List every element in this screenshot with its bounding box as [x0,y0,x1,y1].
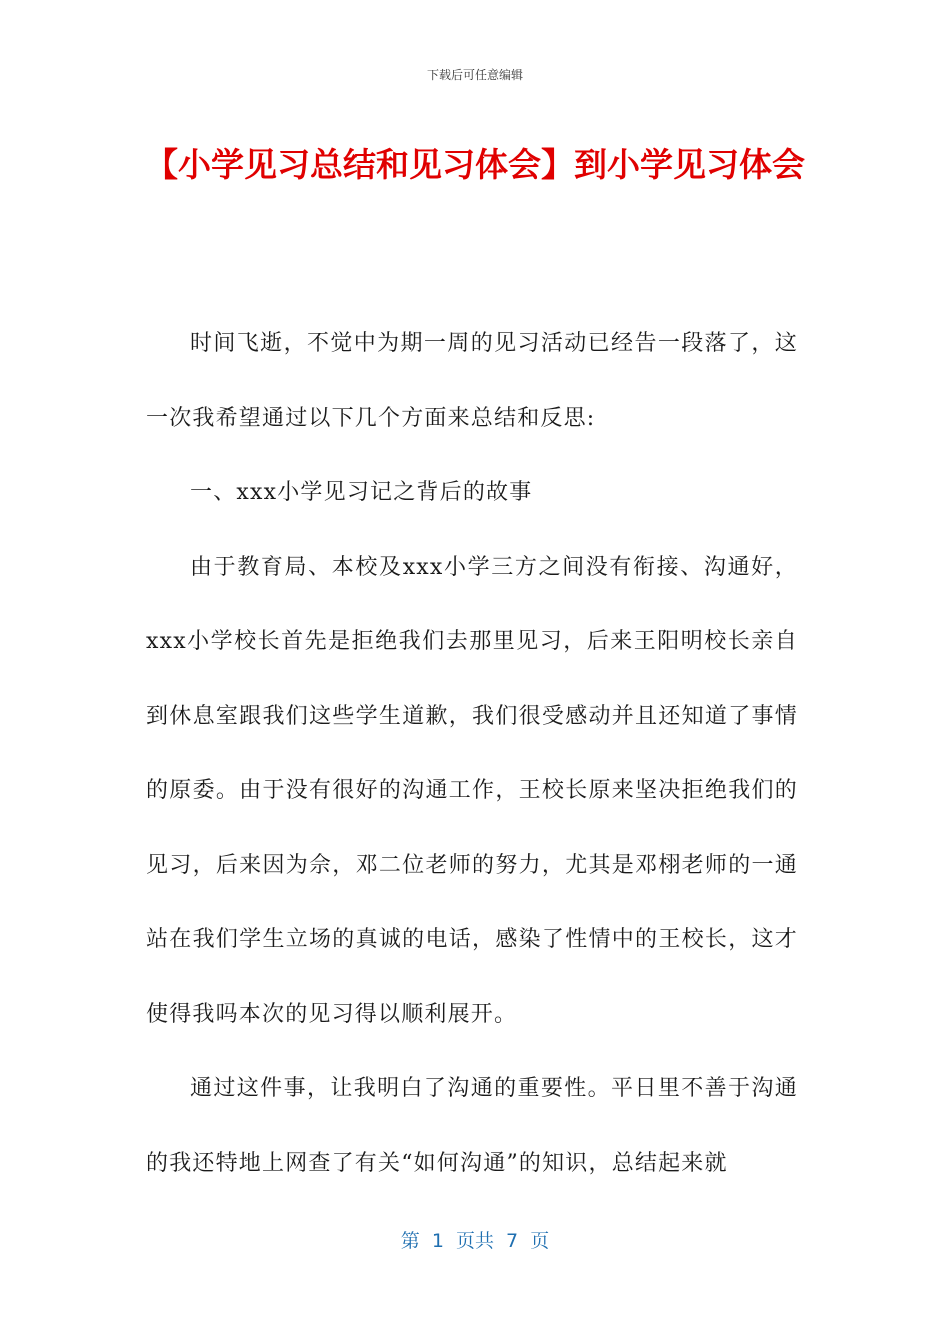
footer-label-page: 第 [400,1230,420,1252]
footer-current-page: 1 [431,1230,444,1252]
footer-total-pages: 7 [506,1230,519,1252]
paragraph-story: 由于教育局、本校及xxx小学三方之间没有衔接、沟通好，xxx小学校长首先是拒绝我们去那里见习，后来王阳明校长亲自到休息室跟我们这些学生道歉，我们很受感动并且还知道了事情的原委。由于没有很好的沟通工作，王校长原来坚决拒绝我们的见习，后来因为佘，邓二位老师的努力，尤其是邓栩老师的一通站在我们学生立场的真诚的电话，感染了性情中的王校长，这才使得我吗本次的见习得以顺利展开。 [146,554,798,1027]
paragraph-reflection: 通过这件事，让我明白了沟通的重要性。平日里不善于沟通的我还特地上网查了有关“如何沟通”的知识，总结起来就 [146,1076,798,1176]
document-body [146,307,798,1201]
page-header-note: 下载后可任意编辑 [426,68,523,82]
footer-label-end: 页 [530,1230,550,1252]
paragraph-section-heading: 一、xxx小学见习记之背后的故事 [190,480,533,505]
paragraph-intro: 时间飞逝，不觉中为期一周的见习活动已经告一段落了，这一次我希望通过以下几个方面来总结和反思: [146,331,798,431]
document-title: 【小学见习总结和见习体会】到小学见习体会 [145,145,805,184]
footer-label-of: 页共 [455,1230,494,1252]
page-footer [0,1226,950,1253]
